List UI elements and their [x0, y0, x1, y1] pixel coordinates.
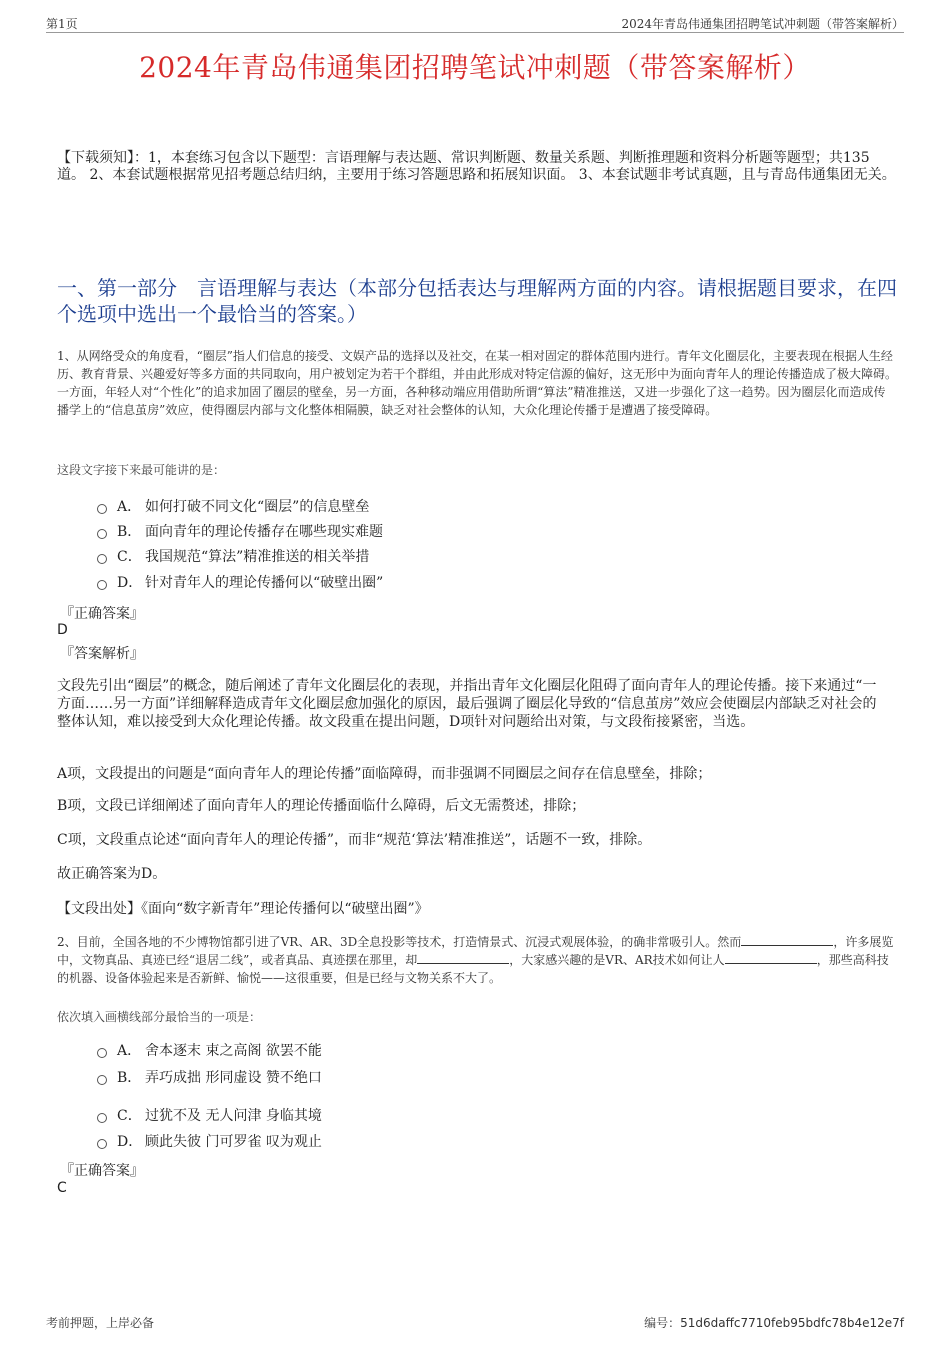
- question-1-conclusion: 故正确答案为D。: [57, 866, 167, 882]
- question-1-option-b[interactable]: B． 面向青年的理论传播存在哪些现实难题: [97, 522, 383, 542]
- question-1-answer-label: 『正确答案』: [60, 606, 144, 622]
- radio-icon[interactable]: [97, 1075, 107, 1085]
- document-title: 2024年青岛伟通集团招聘笔试冲刺题（带答案解析）: [139, 51, 811, 84]
- question-2-option-c[interactable]: C． 过犹不及 无人问津 身临其境: [97, 1106, 322, 1126]
- question-2-prompt: 依次填入画横线部分最恰当的一项是：: [57, 1010, 262, 1024]
- radio-icon[interactable]: [97, 1139, 107, 1149]
- question-1-analysis-main: 文段先引出“圈层”的概念，随后阐述了青年文化圈层化的表现，并指出青年文化圈层化阻碍了面向青年人的理论传播。接下来通过“一方面……另一方面”详细解释造成青年文化圈层愈加强化的原因，最后强调了圈层化导致的“信息茧房”效应会使圈层内部缺乏对社会的整体认知，难以接受到大众化理论传播。故文段重在提出问题，D项针对问题给出对策，与文段衔接紧密，当选。: [57, 678, 877, 730]
- question-1-source: 【文段出处】《面向“数字新青年”理论传播何以“破壁出圈”》: [57, 901, 429, 917]
- question-2-option-a[interactable]: A． 舍本逐末 束之高阁 欲罢不能: [97, 1041, 322, 1061]
- page-number: 第1页: [46, 17, 78, 31]
- radio-icon[interactable]: [97, 504, 107, 514]
- radio-icon[interactable]: [97, 580, 107, 590]
- question-1-analysis-a: A项，文段提出的问题是“面向青年人的理论传播”面临障碍，而非强调不同圈层之间存在信息壁垒，排除；: [57, 766, 712, 782]
- radio-icon[interactable]: [97, 554, 107, 564]
- answer-blank-1[interactable]: [741, 933, 833, 946]
- question-2-option-d[interactable]: D． 顾此失彼 门可罗雀 叹为观止: [97, 1132, 322, 1152]
- radio-icon[interactable]: [97, 1048, 107, 1058]
- question-2-text: 2、目前，全国各地的不少博物馆都引进了VR、AR、3D全息投影等技术，打造情景式、沉浸式观展体验，的确非常吸引人。然而 ，许多展览中，文物真品、真迹已经“退居二线”，或者真品、真迹摆在那里，却 ，大家感兴趣的是VR、AR技术如何让人 ，那些高科技的机器、设备体验起来是否新鲜、愉悦——这很重要，但是已经与文物关系不大了。: [57, 935, 894, 985]
- document-code: 编号：51d6daffc7710feb95bdfc78b4e12e7f: [644, 1316, 904, 1330]
- question-1-analysis-c: C项，文段重点论述“面向青年人的理论传播”，而非“规范‘算法’精准推送”，话题不一致，排除。: [57, 832, 652, 848]
- question-1-prompt: 这段文字接下来最可能讲的是：: [57, 463, 226, 477]
- question-1-option-c[interactable]: C． 我国规范“算法”精准推送的相关举措: [97, 547, 369, 567]
- question-1-analysis-label: 『答案解析』: [60, 646, 144, 662]
- question-2-answer-label: 『正确答案』: [60, 1163, 144, 1179]
- answer-blank-2[interactable]: [417, 951, 509, 964]
- question-1-option-a[interactable]: A． 如何打破不同文化“圈层”的信息壁垒: [97, 497, 369, 517]
- answer-blank-3[interactable]: [725, 951, 817, 964]
- question-2-answer: C: [57, 1180, 67, 1196]
- question-1-answer: D: [57, 622, 68, 638]
- question-2-option-b[interactable]: B． 弄巧成拙 形同虚设 赞不绝口: [97, 1068, 322, 1088]
- header-doc-title: 2024年青岛伟通集团招聘笔试冲刺题（带答案解析）: [621, 17, 904, 31]
- page-header: [46, 14, 904, 33]
- page-footer: [46, 1314, 904, 1331]
- question-1-option-d[interactable]: D． 针对青年人的理论传播何以“破壁出圈”: [97, 573, 383, 593]
- question-1-analysis-b: B项，文段已详细阐述了面向青年人的理论传播面临什么障碍，后文无需赘述，排除；: [57, 798, 586, 814]
- download-notice: 【下载须知】：1，本套练习包含以下题型：言语理解与表达题、常识判断题、数量关系题、判断推理题和资料分析题等题型；共135道。 2、本套试题根据常见招考题总结归纳，主要用于练习答题思路和拓展知识面。 3、本套试题非考试真题，且与青岛伟通集团无关。: [57, 150, 896, 183]
- radio-icon[interactable]: [97, 1113, 107, 1123]
- radio-icon[interactable]: [97, 529, 107, 539]
- section-title: 一、第一部分 言语理解与表达（本部分包括表达与理解两方面的内容。请根据题目要求，在四个选项中选出一个最恰当的答案。）: [57, 276, 897, 326]
- question-1-text: 1、从网络受众的角度看，“圈层”指人们信息的接受、文娱产品的选择以及社交，在某一相对固定的群体范围内进行。青年文化圈层化，主要表现在根据人生经历、教育背景、兴趣爱好等多方面的共同取向，用户被划定为若干个群组，并由此形成对特定信源的偏好，这无形中为面向青年人的理论传播造成了极大障碍。一方面，年轻人对“个性化”的追求加固了圈层的壁垒，另一方面，各种移动端应用借助所谓“算法”精准推送，又进一步强化了这一趋势。因为圈层化而造成传播学上的“信息茧房”效应，使得圈层内部与文化整体相隔膜，缺乏对社会整体的认知，大众化理论传播于是遭遇了接受障碍。: [57, 349, 898, 417]
- footer-slogan: 考前押题，上岸必备: [46, 1316, 155, 1330]
